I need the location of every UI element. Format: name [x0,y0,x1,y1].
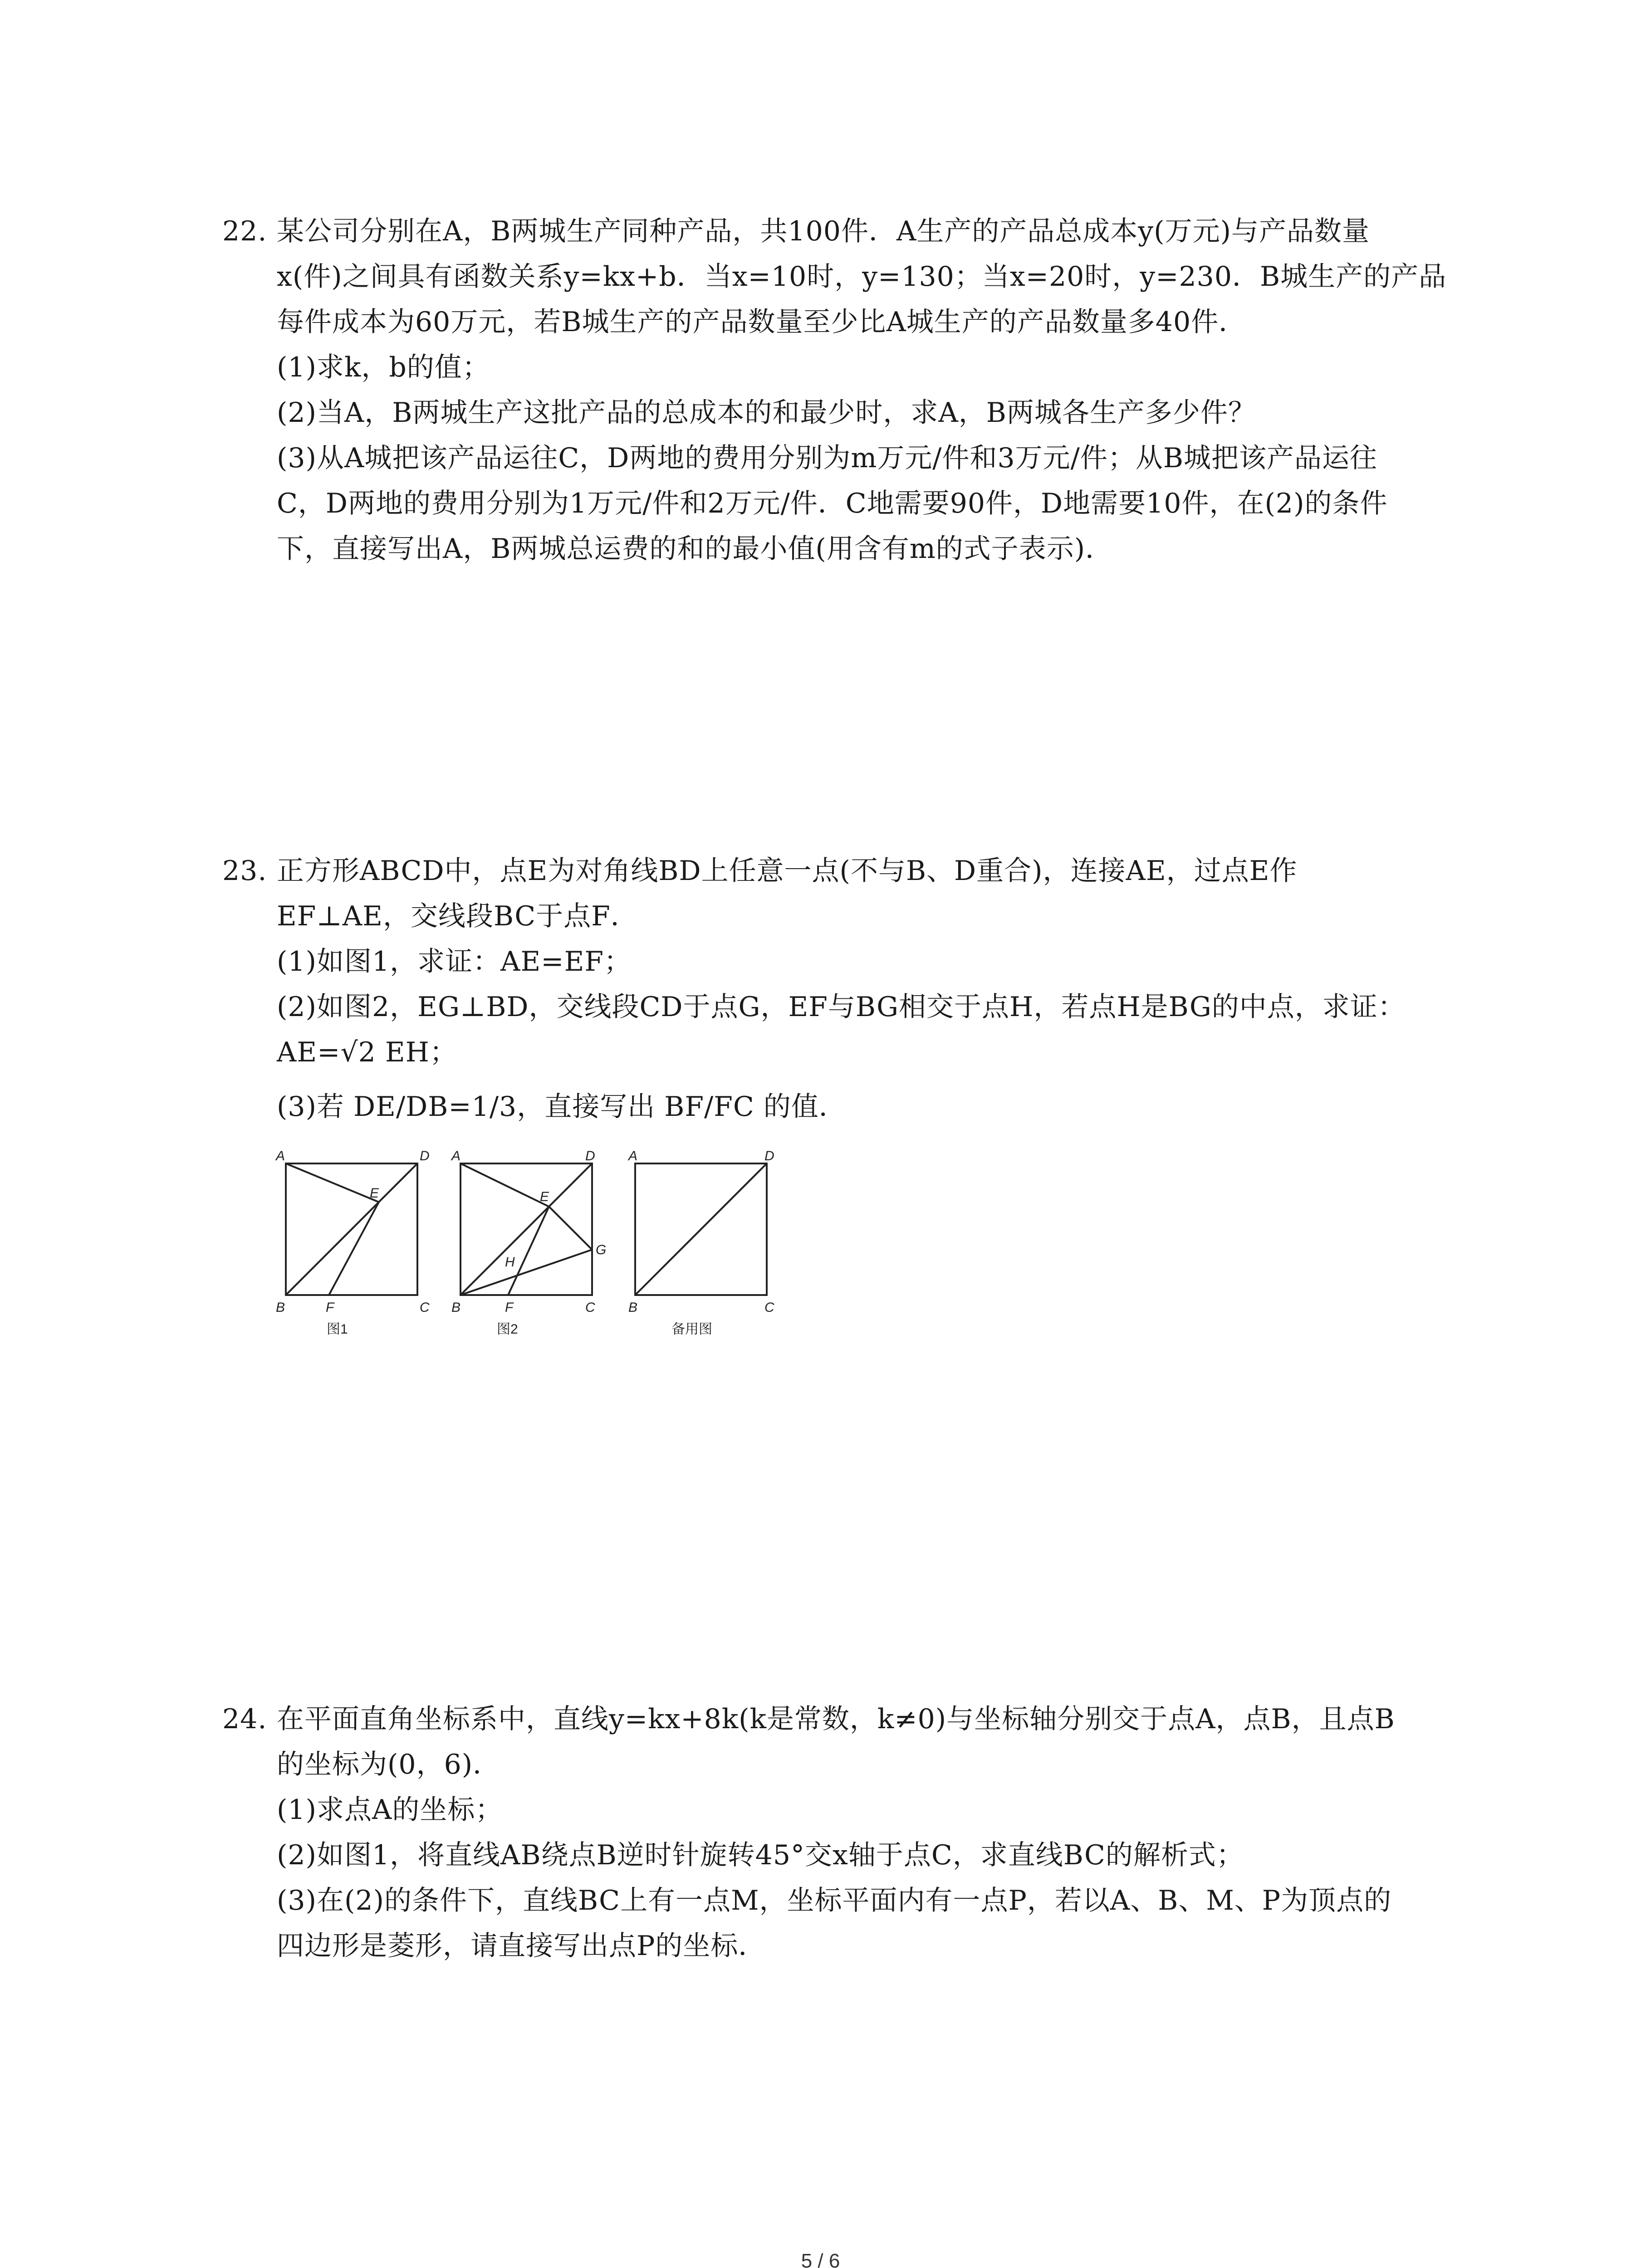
fig2-label-e: E [540,1189,549,1204]
q24-line-6: 四边形是菱形，请直接写出点P的坐标． [277,1930,766,1962]
q22-line-7: C，D两地的费用分别为1万元/件和2万元/件．C地需要90件，D地需要10件，在(2)的条件 [277,488,1388,519]
q23-part-1: (1)如图1，求证：AE=EF； [277,946,632,978]
q22-part-2: (2)当A，B两城生产这批产品的总成本的和最少时，求A，B两城各生产多少件？ [277,397,1256,429]
fig3-label-c: C [764,1300,774,1315]
q24-part-2: (2)如图1，将直线AB绕点B逆时针旋转45°交x轴于点C，求直线BC的解析式； [277,1839,1244,1871]
q22-line-3: 每件成本为60万元，若B城生产的产品数量至少比A城生产的产品数量多40件． [277,306,1247,338]
fig1-label-d: D [420,1149,430,1163]
q23-part-3: (3)若 DE/DB=1/3，直接写出 BF/FC 的值． [277,1091,847,1123]
q24-line-2: 的坐标为(0，6)． [277,1749,501,1780]
q23-part-2: (2)如图2，EG⊥BD，交线段CD于点G，EF与BG相交于点H，若点H是BG的中点，求证： [277,991,1406,1023]
fig1-caption: 图1 [327,1322,348,1337]
q24-line-1: 24. 在平面直角坐标系中，直线y=kx+8k(k是常数，k≠0)与坐标轴分别交于点A，点B，且点B [222,1701,1395,1737]
q23-figure-2 [451,1148,615,1338]
fig1-label-f: F [326,1300,334,1315]
q22-part-3: (3)从A城把该产品运往C，D两地的费用分别为m万元/件和3万元/件；从B城把该产品运往 [277,442,1377,474]
q22-number: 22. [222,215,267,247]
q23-line-5: AE=√2 EH； [277,1036,458,1068]
q22-part-1: (1)求k，b的值； [277,352,490,383]
fig1-label-e: E [370,1186,379,1201]
fig1-segment-ef [329,1202,379,1295]
fig3-label-b: B [628,1300,638,1315]
fig2-segment-ef [508,1207,549,1295]
fig3-label-a: A [628,1149,638,1163]
fig1-diagonal-bd [286,1163,417,1295]
q23-line-2: EF⊥AE，交线段BC于点F． [277,900,638,932]
fig2-label-b: B [451,1300,461,1315]
q24-part-1: (1)求点A的坐标； [277,1794,503,1826]
q22-line-8: 下，直接写出A，B两城总运费的和的最小值(用含有m的式子表示)． [277,533,1113,565]
q24-part-3: (3)在(2)的条件下，直线BC上有一点M，坐标平面内有一点P，若以A、B、M、P为顶点的 [277,1885,1392,1916]
q23-number: 23. [222,855,267,887]
q22-line-2: x(件)之间具有函数关系y=kx+b．当x=10时，y=130；当x=20时，y=230．B城生产的产品 [277,261,1447,293]
q23-line-1: 23. 正方形ABCD中，点E为对角线BD上任意一点(不与B、D重合)，连接AE，过点E作 [222,853,1298,889]
fig3-label-d: D [764,1149,774,1163]
fig3-diagonal-bd [635,1163,767,1295]
q24-number: 24. [222,1703,267,1735]
fig2-segment-eg [549,1207,592,1250]
fig1-label-b: B [276,1300,285,1315]
fig2-segment-ae [460,1163,549,1207]
fig2-label-h: H [505,1255,515,1270]
fig3-caption: 备用图 [671,1322,712,1337]
fig2-label-d: D [585,1149,595,1163]
fig2-label-f: F [505,1300,514,1315]
fig2-label-g: G [596,1242,607,1257]
fig1-segment-ae [286,1163,379,1202]
fig1-label-a: A [276,1149,285,1163]
fig2-label-c: C [585,1300,595,1315]
q22-line-1: 22. 某公司分别在A，B两城生产同种产品，共100件．A生产的产品总成本y(万元)与产品数量 [222,213,1370,249]
q23-figure-1 [272,1148,430,1338]
fig1-label-c: C [420,1300,430,1315]
page-number: 5 / 6 [801,2250,840,2268]
fig2-caption: 图2 [497,1322,518,1337]
fig2-label-a: A [451,1149,461,1163]
q23-figure-spare [628,1148,783,1338]
